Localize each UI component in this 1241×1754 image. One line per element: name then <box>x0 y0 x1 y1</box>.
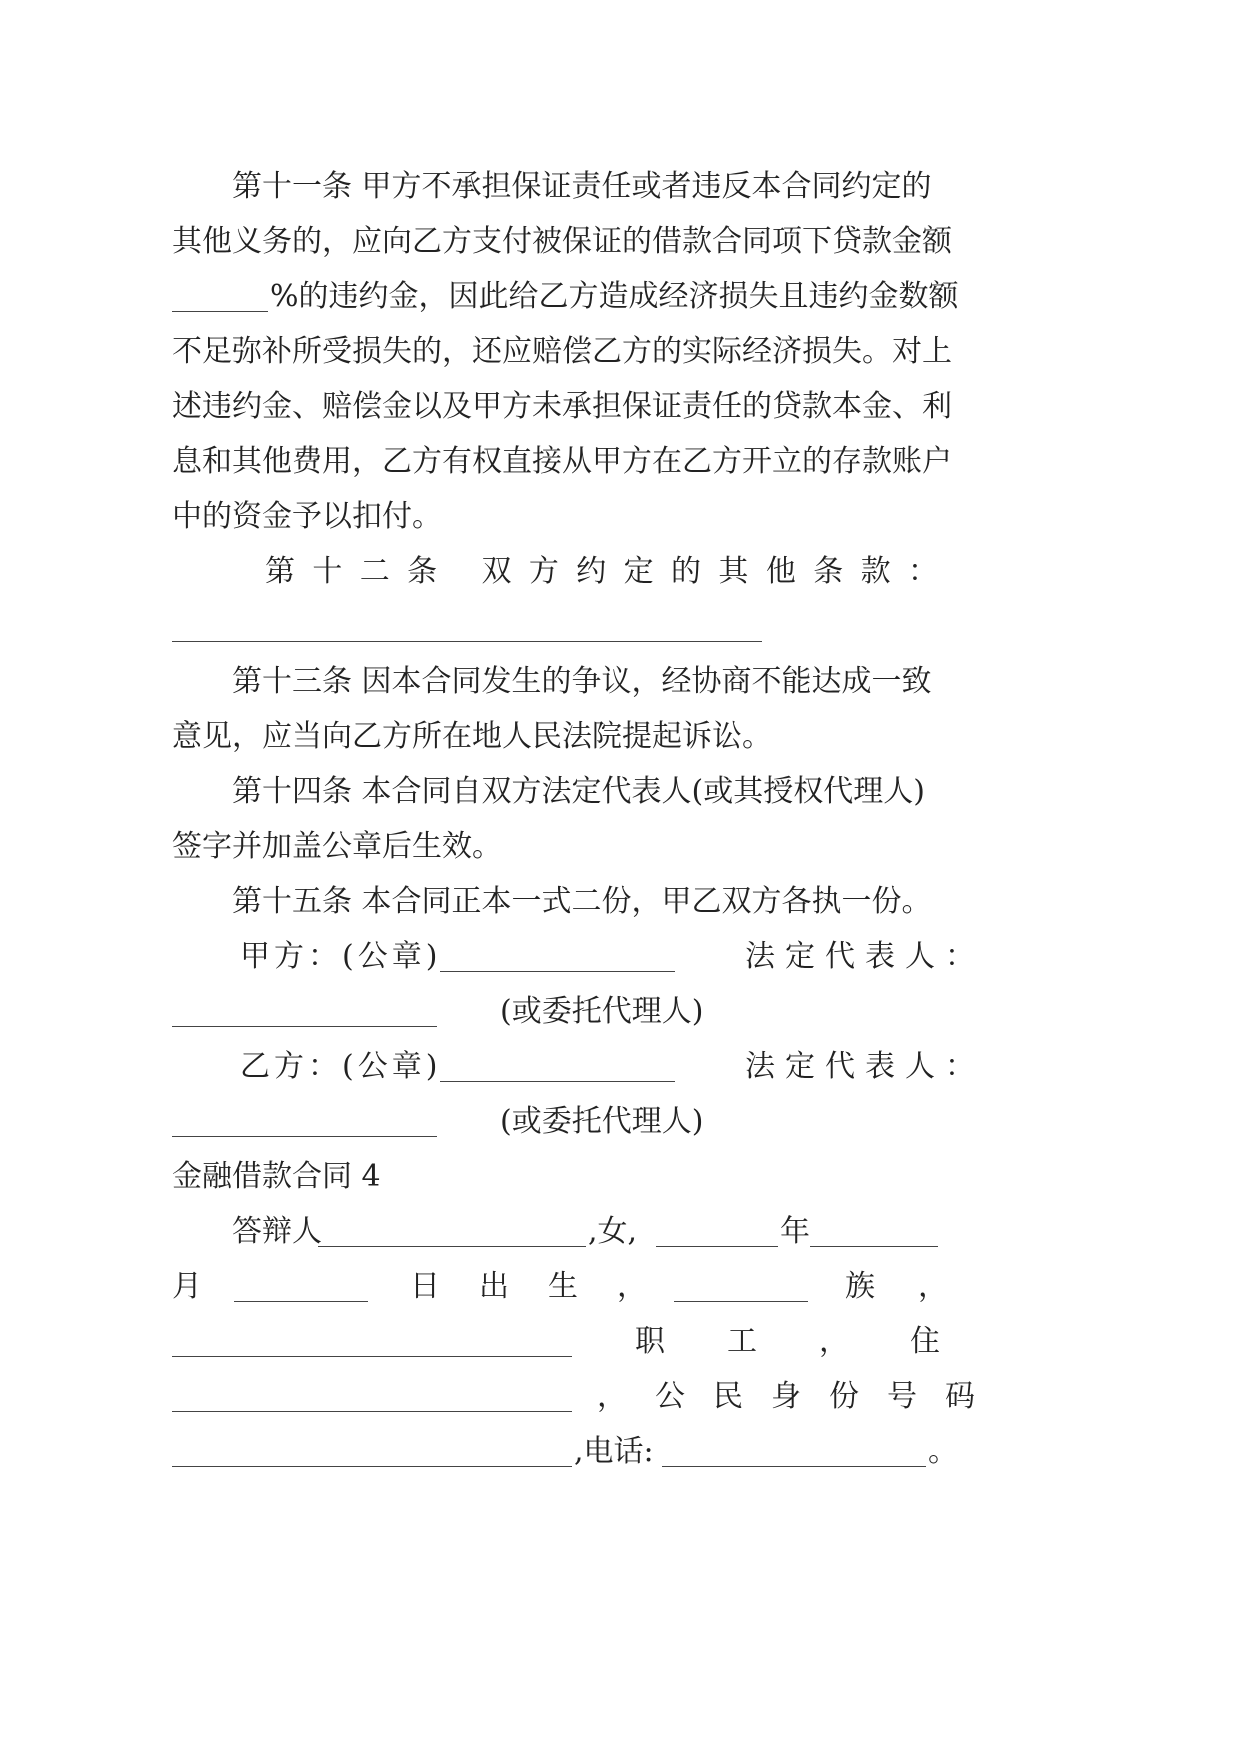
party-a-rep-label: 法定代表人： <box>745 939 985 974</box>
address-blank[interactable] <box>172 1375 572 1412</box>
penalty-percent-blank[interactable] <box>172 275 268 312</box>
occupation-text: 职工， <box>635 1324 911 1359</box>
id-number-text: ，公民身份号码 <box>597 1379 1003 1414</box>
phone-text: ,电话: <box>574 1434 654 1469</box>
ethnicity-blank[interactable] <box>674 1265 808 1302</box>
party-a-seal-label: 甲方：(公章) <box>240 939 442 974</box>
party-b-seal-label: 乙方：(公章) <box>240 1049 442 1084</box>
article-14-text: 签字并加盖公章后生效。 <box>172 829 502 864</box>
party-a-rep-blank[interactable] <box>172 990 437 1027</box>
article-15-text: 第十五条 本合同正本一式二份，甲乙双方各执一份。 <box>232 884 932 919</box>
article-11-text: %的违约金，因此给乙方造成经济损失且违约金数额 <box>270 279 959 314</box>
party-b-seal-blank[interactable] <box>440 1045 675 1082</box>
phone-blank[interactable] <box>662 1430 926 1467</box>
article-11-text: 述违约金、赔偿金以及甲方未承担保证责任的贷款本金、利 <box>172 389 952 424</box>
article-11-line-3 <box>0 275 1241 319</box>
article-13-text: 第十三条 因本合同发生的争议，经协商不能达成一致 <box>232 664 932 699</box>
article-11-line-1 <box>0 165 1241 209</box>
other-terms-blank[interactable] <box>172 605 762 642</box>
article-11-line-4 <box>0 330 1241 374</box>
phone-line <box>0 1430 1241 1474</box>
article-14-line-1 <box>0 770 1241 814</box>
birth-day-blank[interactable] <box>234 1265 368 1302</box>
gender-text: ,女, <box>588 1214 638 1249</box>
article-11-text: 息和其他费用，乙方有权直接从甲方在乙方开立的存款账户 <box>172 444 952 479</box>
end-period: 。 <box>928 1434 958 1469</box>
party-a-line <box>0 935 1241 979</box>
party-b-rep-label: 法定代表人： <box>745 1049 985 1084</box>
year-text: 年 <box>780 1214 810 1249</box>
respondent-line <box>0 1210 1241 1254</box>
born-text: 日出生， <box>410 1269 686 1304</box>
residence-text: 住 <box>910 1324 940 1359</box>
employer-blank[interactable] <box>172 1320 572 1357</box>
party-b-line <box>0 1045 1241 1089</box>
article-11-text: 其他义务的，应向乙方支付被保证的借款合同项下贷款金额 <box>172 224 952 259</box>
article-13-line-1 <box>0 660 1241 704</box>
party-b-agent-line <box>0 1100 1241 1144</box>
article-15-line <box>0 880 1241 924</box>
address-line <box>0 1375 1241 1419</box>
occupation-line <box>0 1320 1241 1364</box>
respondent-name-blank[interactable] <box>318 1210 586 1247</box>
contract-4-heading-line <box>0 1155 1241 1199</box>
article-12-line <box>0 550 1241 594</box>
article-12-blank-line <box>0 605 1241 649</box>
birth-date-line <box>0 1265 1241 1309</box>
article-11-text: 中的资金予以扣付。 <box>172 499 442 534</box>
respondent-label: 答辩人 <box>232 1214 322 1249</box>
article-12-text: 第十二条 双方约定的其他条款： <box>265 554 956 589</box>
month-text: 月 <box>172 1269 202 1304</box>
article-11-text: 不足弥补所受损失的，还应赔偿乙方的实际经济损失。对上 <box>172 334 952 369</box>
birth-month-blank[interactable] <box>810 1210 938 1247</box>
party-a-seal-blank[interactable] <box>440 935 675 972</box>
ethnicity-text: 族， <box>845 1269 991 1304</box>
article-14-line-2 <box>0 825 1241 869</box>
article-13-text: 意见，应当向乙方所在地人民法院提起诉讼。 <box>172 719 772 754</box>
contract-4-title: 金融借款合同 4 <box>172 1159 381 1194</box>
birth-year-blank[interactable] <box>656 1210 778 1247</box>
article-11-line-6 <box>0 440 1241 484</box>
party-b-rep-blank[interactable] <box>172 1100 437 1137</box>
party-b-agent-label: (或委托代理人) <box>500 1104 704 1139</box>
article-11-text: 第十一条 甲方不承担保证责任或者违反本合同约定的 <box>232 169 932 204</box>
party-a-agent-label: (或委托代理人) <box>500 994 704 1029</box>
article-14-text: 第十四条 本合同自双方法定代表人(或其授权代理人) <box>232 774 925 809</box>
article-11-line-7 <box>0 495 1241 539</box>
article-11-line-2 <box>0 220 1241 264</box>
party-a-agent-line <box>0 990 1241 1034</box>
article-11-line-5 <box>0 385 1241 429</box>
article-13-line-2 <box>0 715 1241 759</box>
id-number-blank[interactable] <box>172 1430 572 1467</box>
